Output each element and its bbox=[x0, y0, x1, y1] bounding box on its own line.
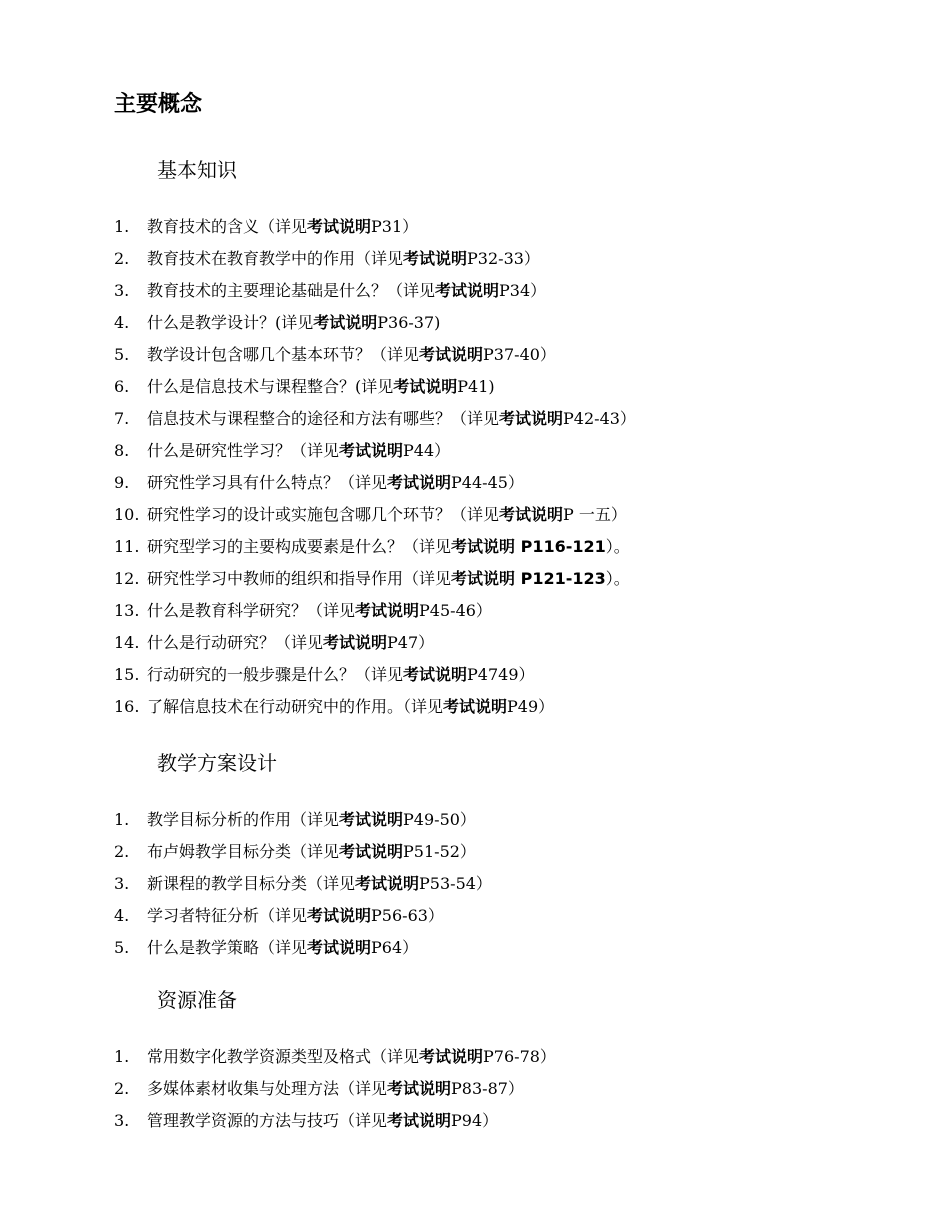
item-reference-bold: 考试说明 bbox=[419, 345, 484, 364]
item-page-ref: P41) bbox=[457, 377, 495, 396]
item-number: 7. bbox=[114, 409, 130, 428]
item-reference-bold: 考试说明 bbox=[387, 473, 452, 492]
item-reference-bold: 考试说明 bbox=[387, 1111, 452, 1130]
item-page-ref: P31） bbox=[371, 217, 419, 236]
item-reference-bold: 考试说明 bbox=[323, 633, 388, 652]
item-page-ref: P56-63） bbox=[371, 906, 444, 925]
list-item bbox=[114, 499, 636, 531]
page-title: 主要概念 bbox=[114, 92, 203, 117]
item-number: 11. bbox=[114, 537, 140, 556]
list-item bbox=[114, 595, 636, 627]
item-text: 布卢姆教学目标分类（详见 bbox=[147, 842, 340, 861]
item-number: 2. bbox=[114, 1079, 130, 1098]
item-text: 研究型学习的主要构成要素是什么？（详见 bbox=[147, 537, 452, 556]
item-text: 管理教学资源的方法与技巧（详见 bbox=[147, 1111, 388, 1130]
item-number: 14. bbox=[114, 633, 140, 652]
list-item bbox=[114, 307, 636, 339]
item-text: 行动研究的一般步骤是什么？（详见 bbox=[147, 665, 404, 684]
list-item bbox=[114, 868, 492, 900]
item-page-ref: P83-87） bbox=[451, 1079, 524, 1098]
item-text: 常用数字化教学资源类型及格式（详见 bbox=[147, 1047, 420, 1066]
item-reference-bold: 考试说明 bbox=[355, 874, 420, 893]
item-page-ref: P76-78） bbox=[483, 1047, 556, 1066]
list-item bbox=[114, 435, 636, 467]
list-item bbox=[114, 932, 492, 964]
item-text: 什么是教育科学研究？（详见 bbox=[147, 601, 356, 620]
item-page-ref: P45-46） bbox=[419, 601, 492, 620]
item-page-ref: P44-45） bbox=[451, 473, 524, 492]
item-page-ref: P53-54） bbox=[419, 874, 492, 893]
item-text: 什么是信息技术与课程整合？(详见 bbox=[147, 377, 394, 396]
item-number: 15. bbox=[114, 665, 140, 684]
item-number: 1. bbox=[114, 217, 130, 236]
item-reference-bold: 考试说明 bbox=[435, 281, 500, 300]
item-text: 教育技术的主要理论基础是什么？（详见 bbox=[147, 281, 436, 300]
item-page-ref: P42-43） bbox=[563, 409, 636, 428]
item-reference-bold: 考试说明 bbox=[307, 217, 372, 236]
item-text: 多媒体素材收集与处理方法（详见 bbox=[147, 1079, 388, 1098]
item-text: 信息技术与课程整合的途径和方法有哪些？（详见 bbox=[147, 409, 500, 428]
item-number: 6. bbox=[114, 377, 130, 396]
list-item bbox=[114, 804, 492, 836]
item-text: 教学设计包含哪几个基本环节？（详见 bbox=[147, 345, 420, 364]
list-item bbox=[114, 531, 636, 563]
item-reference-bold: 考试说明 P116-121 bbox=[451, 537, 606, 556]
item-reference-bold: 考试说明 bbox=[387, 1079, 452, 1098]
item-page-ref: P34） bbox=[499, 281, 547, 300]
item-reference-bold: 考试说明 bbox=[403, 249, 468, 268]
item-number: 13. bbox=[114, 601, 140, 620]
item-number: 1. bbox=[114, 1047, 130, 1066]
item-page-ref: P37-40） bbox=[483, 345, 556, 364]
list-item bbox=[114, 403, 636, 435]
list-item bbox=[114, 371, 636, 403]
item-page-ref: P49-50） bbox=[403, 810, 476, 829]
item-text: 研究性学习的设计或实施包含哪几个环节？（详见 bbox=[147, 505, 500, 524]
item-text: 研究性学习中教师的组织和指导作用（详见 bbox=[147, 569, 452, 588]
list-item bbox=[114, 211, 636, 243]
item-number: 5. bbox=[114, 938, 130, 957]
item-reference-bold: 考试说明 bbox=[307, 906, 372, 925]
basic-knowledge-list bbox=[114, 211, 636, 723]
list-item bbox=[114, 1041, 556, 1073]
list-item bbox=[114, 836, 492, 868]
item-reference-bold: 考试说明 bbox=[313, 313, 378, 332]
item-reference-bold: 考试说明 bbox=[355, 601, 420, 620]
list-item bbox=[114, 900, 492, 932]
item-reference-bold: 考试说明 P121-123 bbox=[451, 569, 606, 588]
item-number: 4. bbox=[114, 906, 130, 925]
item-text: 研究性学习具有什么特点？（详见 bbox=[147, 473, 388, 492]
item-number: 2. bbox=[114, 842, 130, 861]
item-reference-bold: 考试说明 bbox=[393, 377, 458, 396]
item-page-ref: P94） bbox=[451, 1111, 499, 1130]
item-text: 教育技术在教育教学中的作用（详见 bbox=[147, 249, 404, 268]
item-number: 2. bbox=[114, 249, 130, 268]
item-number: 3. bbox=[114, 281, 130, 300]
item-text: 教育技术的含义（详见 bbox=[147, 217, 308, 236]
item-reference-bold: 考试说明 bbox=[499, 505, 564, 524]
item-reference-bold: 考试说明 bbox=[443, 697, 508, 716]
item-text: 新课程的教学目标分类（详见 bbox=[147, 874, 356, 893]
item-page-ref: P 一五） bbox=[563, 505, 627, 524]
list-item bbox=[114, 627, 636, 659]
item-text: 什么是教学策略（详见 bbox=[147, 938, 308, 957]
item-number: 12. bbox=[114, 569, 140, 588]
item-text: 什么是研究性学习？（详见 bbox=[147, 441, 340, 460]
item-text: 学习者特征分析（详见 bbox=[147, 906, 308, 925]
list-item bbox=[114, 659, 636, 691]
item-number: 3. bbox=[114, 1111, 130, 1130]
list-item bbox=[114, 243, 636, 275]
list-item bbox=[114, 691, 636, 723]
list-item bbox=[114, 1073, 556, 1105]
item-page-ref: P44） bbox=[403, 441, 451, 460]
section-heading-basic-knowledge: 基本知识 bbox=[157, 158, 237, 182]
item-number: 5. bbox=[114, 345, 130, 364]
item-text: 了解信息技术在行动研究中的作用。（详见 bbox=[147, 697, 444, 716]
item-page-ref: P36-37) bbox=[377, 313, 441, 332]
list-item bbox=[114, 563, 636, 595]
item-page-ref: P32-33） bbox=[467, 249, 540, 268]
list-item bbox=[114, 1105, 556, 1137]
item-text: 什么是教学设计？(详见 bbox=[147, 313, 314, 332]
item-page-ref: P47） bbox=[387, 633, 435, 652]
item-text: 教学目标分析的作用（详见 bbox=[147, 810, 340, 829]
item-page-ref: P51-52） bbox=[403, 842, 476, 861]
item-page-ref: P4749） bbox=[467, 665, 535, 684]
list-item bbox=[114, 467, 636, 499]
item-number: 9. bbox=[114, 473, 130, 492]
teaching-plan-list bbox=[114, 804, 492, 964]
item-number: 3. bbox=[114, 874, 130, 893]
item-number: 4. bbox=[114, 313, 130, 332]
item-number: 1. bbox=[114, 810, 130, 829]
resource-prep-list bbox=[114, 1041, 556, 1137]
item-reference-bold: 考试说明 bbox=[499, 409, 564, 428]
item-reference-bold: 考试说明 bbox=[307, 938, 372, 957]
list-item bbox=[114, 275, 636, 307]
item-page-ref: P64） bbox=[371, 938, 419, 957]
item-reference-bold: 考试说明 bbox=[339, 441, 404, 460]
item-number: 10. bbox=[114, 505, 140, 524]
item-number: 8. bbox=[114, 441, 130, 460]
item-page-ref: P49） bbox=[507, 697, 555, 716]
list-item bbox=[114, 339, 636, 371]
item-reference-bold: 考试说明 bbox=[339, 810, 404, 829]
item-page-ref: ）。 bbox=[605, 537, 630, 556]
item-reference-bold: 考试说明 bbox=[403, 665, 468, 684]
item-text: 什么是行动研究？（详见 bbox=[147, 633, 324, 652]
item-number: 16. bbox=[114, 697, 140, 716]
item-page-ref: ）。 bbox=[605, 569, 630, 588]
item-reference-bold: 考试说明 bbox=[339, 842, 404, 861]
section-heading-resource-prep: 资源准备 bbox=[157, 988, 237, 1012]
item-reference-bold: 考试说明 bbox=[419, 1047, 484, 1066]
section-heading-teaching-plan: 教学方案设计 bbox=[157, 751, 277, 775]
